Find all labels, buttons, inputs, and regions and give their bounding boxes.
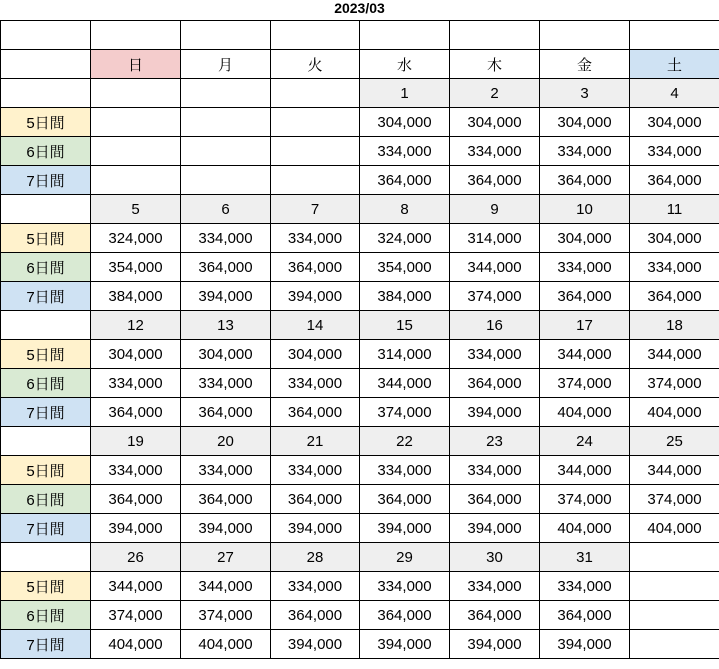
price-cell[interactable]: 364,000 [450,369,540,398]
plan-label[interactable]: 6日間 [1,485,91,514]
price-cell[interactable]: 364,000 [450,601,540,630]
price-row [1,514,719,543]
price-cell[interactable] [181,166,271,195]
date-cell[interactable]: 2 [450,79,540,108]
date-cell[interactable]: 31 [540,543,630,572]
price-cell[interactable]: 364,000 [540,166,630,195]
price-row [1,137,719,166]
weekday-sunday[interactable]: 日 [91,50,181,79]
date-cell[interactable]: 11 [630,195,719,224]
weekday-wednesday[interactable]: 水 [360,50,450,79]
date-cell[interactable] [181,79,271,108]
weekday-thursday[interactable]: 木 [450,50,540,79]
price-cell[interactable]: 354,000 [91,253,181,282]
date-cell[interactable]: 17 [540,311,630,340]
date-cell[interactable]: 24 [540,427,630,456]
price-row [1,224,719,253]
date-cell[interactable]: 21 [271,427,360,456]
price-cell[interactable]: 334,000 [630,137,719,166]
plan-label[interactable]: 5日間 [1,340,91,369]
date-row [1,311,719,340]
price-cell[interactable]: 364,000 [271,253,360,282]
price-cell[interactable]: 334,000 [271,456,360,485]
price-cell[interactable]: 364,000 [630,166,719,195]
date-cell[interactable]: 14 [271,311,360,340]
corner-cell[interactable] [1,50,91,79]
price-cell[interactable]: 374,000 [540,369,630,398]
date-cell[interactable]: 5 [91,195,181,224]
price-cell[interactable]: 394,000 [91,514,181,543]
price-cell[interactable]: 394,000 [271,282,360,311]
date-cell[interactable]: 29 [360,543,450,572]
date-row-label-cell[interactable] [1,195,91,224]
plan-label[interactable]: 7日間 [1,282,91,311]
price-cell[interactable]: 404,000 [91,630,181,659]
price-calendar-table [0,20,719,659]
price-cell[interactable]: 344,000 [181,572,271,601]
price-cell[interactable]: 364,000 [91,398,181,427]
weekday-tuesday[interactable]: 火 [271,50,360,79]
price-cell[interactable]: 404,000 [540,398,630,427]
price-cell[interactable]: 334,000 [91,369,181,398]
price-cell[interactable]: 304,000 [271,340,360,369]
price-cell[interactable] [271,166,360,195]
price-cell[interactable]: 314,000 [450,224,540,253]
blank-cell[interactable] [630,21,719,50]
price-cell[interactable]: 374,000 [91,601,181,630]
price-cell[interactable]: 344,000 [91,572,181,601]
price-cell[interactable]: 404,000 [540,514,630,543]
date-row [1,79,719,108]
plan-label[interactable]: 5日間 [1,572,91,601]
price-cell[interactable]: 364,000 [181,398,271,427]
price-cell[interactable]: 334,000 [450,137,540,166]
date-cell[interactable]: 15 [360,311,450,340]
date-cell[interactable]: 22 [360,427,450,456]
price-cell[interactable] [271,137,360,166]
date-row [1,543,719,572]
price-cell[interactable]: 304,000 [450,108,540,137]
plan-label[interactable]: 6日間 [1,601,91,630]
price-row [1,456,719,485]
price-cell[interactable] [181,137,271,166]
price-cell[interactable] [630,630,719,659]
price-cell[interactable]: 364,000 [630,282,719,311]
blank-cell[interactable] [271,21,360,50]
price-cell[interactable]: 304,000 [91,340,181,369]
price-cell[interactable]: 394,000 [540,630,630,659]
price-cell[interactable]: 334,000 [450,572,540,601]
price-cell[interactable]: 324,000 [91,224,181,253]
price-row [1,630,719,659]
price-cell[interactable]: 344,000 [630,340,719,369]
price-cell[interactable]: 364,000 [271,485,360,514]
date-row-label-cell[interactable] [1,79,91,108]
price-cell[interactable]: 374,000 [450,282,540,311]
price-cell[interactable]: 364,000 [540,601,630,630]
price-cell[interactable] [630,572,719,601]
date-cell[interactable]: 26 [91,543,181,572]
price-cell[interactable]: 324,000 [360,224,450,253]
date-row [1,427,719,456]
date-cell[interactable]: 8 [360,195,450,224]
price-cell[interactable]: 364,000 [91,485,181,514]
blank-cell[interactable] [360,21,450,50]
blank-cell[interactable] [1,21,91,50]
price-row [1,282,719,311]
price-cell[interactable]: 314,000 [360,340,450,369]
date-cell[interactable] [271,79,360,108]
price-cell[interactable]: 334,000 [271,572,360,601]
price-cell[interactable]: 374,000 [181,601,271,630]
date-cell[interactable]: 9 [450,195,540,224]
price-cell[interactable]: 334,000 [360,572,450,601]
price-cell[interactable]: 364,000 [450,485,540,514]
plan-label[interactable]: 5日間 [1,108,91,137]
price-cell[interactable]: 304,000 [360,108,450,137]
price-cell[interactable]: 334,000 [271,224,360,253]
price-cell[interactable]: 364,000 [450,166,540,195]
date-cell[interactable]: 16 [450,311,540,340]
plan-label[interactable]: 7日間 [1,630,91,659]
price-cell[interactable]: 334,000 [450,456,540,485]
price-cell[interactable]: 304,000 [540,224,630,253]
date-cell[interactable]: 10 [540,195,630,224]
price-row [1,572,719,601]
page-title: 2023/03 [334,0,385,16]
price-cell[interactable]: 334,000 [540,137,630,166]
price-row [1,166,719,195]
price-cell[interactable]: 334,000 [181,224,271,253]
price-cell[interactable]: 334,000 [360,137,450,166]
date-row-label-cell[interactable] [1,543,91,572]
price-cell[interactable]: 394,000 [181,514,271,543]
price-row [1,485,719,514]
plan-label[interactable]: 6日間 [1,253,91,282]
price-cell[interactable]: 394,000 [181,282,271,311]
plan-label[interactable]: 6日間 [1,369,91,398]
price-cell[interactable]: 374,000 [360,398,450,427]
price-cell[interactable]: 394,000 [450,630,540,659]
blank-cell[interactable] [450,21,540,50]
weekday-monday[interactable]: 月 [181,50,271,79]
price-cell[interactable]: 364,000 [181,253,271,282]
price-cell[interactable]: 394,000 [360,630,450,659]
price-cell[interactable]: 364,000 [271,398,360,427]
price-cell[interactable] [271,108,360,137]
price-cell[interactable]: 334,000 [181,369,271,398]
price-cell[interactable]: 364,000 [271,601,360,630]
price-cell[interactable]: 304,000 [181,340,271,369]
price-cell[interactable]: 394,000 [271,630,360,659]
date-cell[interactable] [630,543,719,572]
date-cell[interactable]: 3 [540,79,630,108]
price-cell[interactable]: 354,000 [360,253,450,282]
price-cell[interactable] [91,137,181,166]
price-cell[interactable]: 364,000 [181,485,271,514]
date-row-label-cell[interactable] [1,311,91,340]
date-cell[interactable]: 19 [91,427,181,456]
price-cell[interactable]: 334,000 [91,456,181,485]
plan-label[interactable]: 7日間 [1,166,91,195]
blank-cell[interactable] [91,21,181,50]
price-cell[interactable]: 404,000 [630,514,719,543]
price-cell[interactable]: 364,000 [540,282,630,311]
price-cell[interactable]: 364,000 [360,485,450,514]
date-cell[interactable]: 20 [181,427,271,456]
price-row [1,601,719,630]
price-cell[interactable]: 334,000 [540,572,630,601]
date-cell[interactable]: 30 [450,543,540,572]
date-cell[interactable]: 28 [271,543,360,572]
price-cell[interactable]: 334,000 [450,340,540,369]
weekday-friday[interactable]: 金 [540,50,630,79]
date-cell[interactable] [91,79,181,108]
price-row [1,340,719,369]
price-cell[interactable]: 344,000 [630,456,719,485]
date-cell[interactable]: 7 [271,195,360,224]
price-row [1,108,719,137]
plan-label[interactable]: 6日間 [1,137,91,166]
price-cell[interactable]: 304,000 [630,108,719,137]
plan-label[interactable]: 7日間 [1,514,91,543]
date-cell[interactable]: 27 [181,543,271,572]
date-cell[interactable]: 12 [91,311,181,340]
price-cell[interactable]: 344,000 [360,369,450,398]
price-cell[interactable]: 344,000 [450,253,540,282]
price-cell[interactable]: 394,000 [271,514,360,543]
price-cell[interactable]: 394,000 [450,514,540,543]
price-cell[interactable]: 334,000 [630,253,719,282]
date-cell[interactable]: 1 [360,79,450,108]
date-cell[interactable]: 13 [181,311,271,340]
price-cell[interactable]: 344,000 [540,456,630,485]
calendar-body [1,21,719,659]
date-cell[interactable]: 6 [181,195,271,224]
date-row [1,195,719,224]
price-cell[interactable]: 334,000 [540,253,630,282]
price-cell[interactable] [630,601,719,630]
price-cell[interactable]: 334,000 [181,456,271,485]
plan-label[interactable]: 5日間 [1,224,91,253]
date-cell[interactable]: 18 [630,311,719,340]
date-row-label-cell[interactable] [1,427,91,456]
price-cell[interactable]: 384,000 [91,282,181,311]
date-cell[interactable]: 25 [630,427,719,456]
price-cell[interactable]: 364,000 [360,166,450,195]
price-cell[interactable] [181,108,271,137]
price-cell[interactable]: 364,000 [360,601,450,630]
date-cell[interactable]: 23 [450,427,540,456]
blank-cell[interactable] [181,21,271,50]
weekday-saturday[interactable]: 土 [630,50,719,79]
price-cell[interactable]: 304,000 [630,224,719,253]
price-cell[interactable]: 404,000 [181,630,271,659]
price-cell[interactable] [91,108,181,137]
price-cell[interactable]: 394,000 [450,398,540,427]
price-cell[interactable]: 404,000 [630,398,719,427]
price-cell[interactable]: 374,000 [630,369,719,398]
price-row [1,398,719,427]
price-cell[interactable] [91,166,181,195]
plan-label[interactable]: 7日間 [1,398,91,427]
price-cell[interactable]: 334,000 [271,369,360,398]
date-cell[interactable]: 4 [630,79,719,108]
blank-cell[interactable] [540,21,630,50]
price-cell[interactable]: 304,000 [540,108,630,137]
price-cell[interactable]: 344,000 [540,340,630,369]
price-cell[interactable]: 374,000 [630,485,719,514]
price-row [1,369,719,398]
price-cell[interactable]: 374,000 [540,485,630,514]
price-row [1,253,719,282]
weekday-header-row [1,50,719,79]
price-cell[interactable]: 394,000 [360,514,450,543]
price-cell[interactable]: 384,000 [360,282,450,311]
price-cell[interactable]: 334,000 [360,456,450,485]
blank-row [1,21,719,50]
plan-label[interactable]: 5日間 [1,456,91,485]
